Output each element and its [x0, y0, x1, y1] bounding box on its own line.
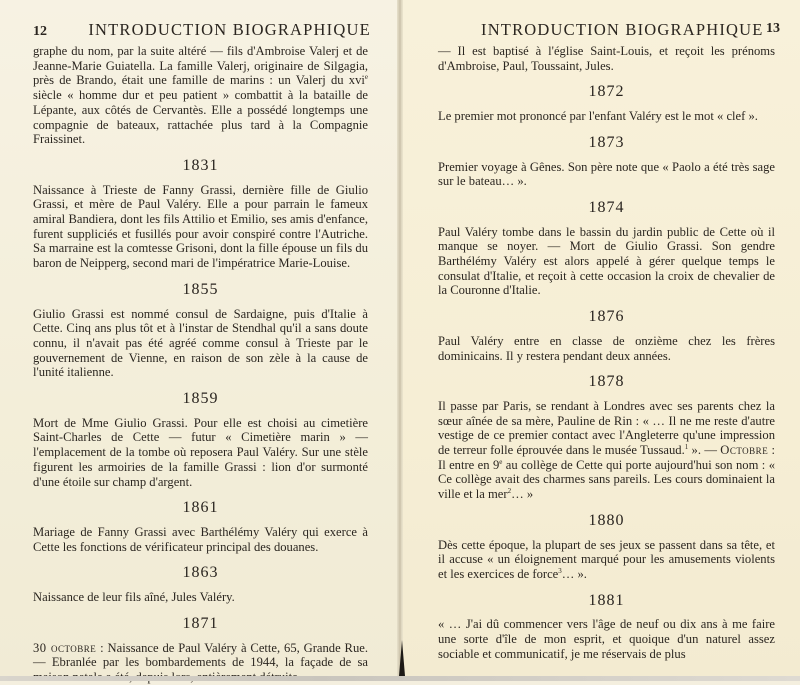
text-run: : Il entre en 9	[438, 443, 776, 472]
right-page	[401, 0, 800, 681]
year-heading: 1831	[182, 156, 219, 174]
footnote-ref: 3	[558, 566, 562, 575]
right-page-text	[438, 44, 775, 662]
entry-paragraph	[438, 538, 775, 582]
book-gutter	[397, 0, 403, 681]
left-page-text	[33, 44, 368, 685]
footnote-ref: 1	[684, 442, 689, 451]
text-run: … ».	[561, 566, 587, 581]
superscript: e	[499, 457, 503, 466]
entry-paragraph: « … J'ai dû commencer vers l'âge de neuf ou dix ans à me faire une sorte d'île de mon esprit, et quoique d'un naturel assez sociable et communicatif, je me réservais de plus	[438, 617, 775, 661]
text-run: au collège de Cette qui porte aujourd'hui son nom : « Ce collège avait des charmes sans pareils. Les cours dominaient la ville et la mer	[438, 457, 775, 502]
text-run: : Naissance de Paul Valéry à Cette, 65, Grande Rue. — Ebranlée par les bombardements de 1944, la façade de sa	[33, 640, 368, 670]
entry-paragraph: Naissance à Trieste de Fanny Grassi, dernière fille de Giulio Grassi, et mère de Paul Valéry. Elle a pour parrain le fameux amiral Bandiera, dont les fils Attilio et Emilio, ses amis d'enfance, furent suppliciés et fusillés pour avoir conspiré contre l'Autriche. Sa marraine est la comtesse Grisoni, dont la fille épouse un fils du baron de Neipperg, second mari de l'impératrice Marie-Louise.	[33, 182, 368, 271]
entry-paragraph: Le premier mot prononcé par l'enfant Valéry est le mot « clef ».	[438, 109, 758, 124]
date-smallcaps: 30 octobre	[33, 640, 97, 655]
opening-paragraph: — Il est baptisé à l'église Saint-Louis, et reçoit les prénoms d'Ambroise, Paul, Toussaint, Jules.	[438, 44, 775, 73]
text-run: graphe du nom, par la suite altéré — fils d'Ambroise Valerj et de Jeanne-Marie Guiatella. La famille Valerj, originaire de Silgagia, près de Brando, était une famille de marins : un Valerj du xvi	[33, 44, 368, 88]
date-smallcaps: Octobre	[720, 443, 769, 458]
year-heading: 1873	[588, 133, 625, 151]
left-page	[0, 0, 399, 681]
entry-paragraph: Giulio Grassi est nommé consul de Sardaigne, puis d'Italie à Cette. Cinq ans plus tôt et à l'instar de Stendhal qu'il a sans doute connu, il n'avait pas été agréé comme consul à Trieste par le gouvernement de Vienne, en raison de son zèle à la cause de l'unité italienne.	[33, 306, 368, 380]
page-number: 12	[33, 24, 47, 39]
year-heading: 1863	[182, 564, 219, 582]
footnote-ref: 2	[507, 486, 512, 495]
left-running-header	[33, 20, 375, 40]
opening-paragraph	[33, 44, 368, 147]
entry-paragraph	[438, 399, 775, 502]
year-heading: 1876	[588, 308, 625, 326]
superscript: e	[364, 73, 368, 82]
text-run: … »	[511, 487, 534, 502]
entry-paragraph: Paul Valéry tombe dans le bassin du jardin public de Cette où il manque se noyer. — Mort de Giulio Grassi. Son gendre Barthélémy Valéry est alors appelé à gérer quelque temps le consulat d'Italie, et reçoit à cette occasion la croix de chevalier de la Couronne d'Italie.	[438, 224, 775, 298]
binding-shadow	[399, 640, 405, 676]
entry-paragraph: Mort de Mme Giulio Grassi. Pour elle est choisi au cimetière Saint-Charles de Cette — futur « Cimetière marin » — l'emplacement de la tombe où reposera Paul Valéry. Sur une stèle figurent les armoiries de la famille Grassi : lion d'or surmonté d'une étoile sur champ d'argent.	[33, 415, 368, 489]
year-heading: 1855	[182, 280, 219, 298]
text-run: ». —	[688, 443, 721, 458]
year-heading: 1880	[588, 511, 625, 529]
text-run: Il passe par Paris, se rendant à Londres avec ses parents chez la sœur aînée de sa mère, Pauline de Rin : « … Il ne me reste d'autre vestige de ce premier contact avec l'Angleterre qu'une impression de terreur folle éprouvée dans le musée Tussaud.	[438, 398, 775, 458]
text-run: Dès cette époque, la plupart de ses jeux se passent dans sa tête, et il accuse « un éloignement marqué pour les amusements violents et les exercices de force	[438, 537, 775, 581]
year-heading: 1871	[182, 614, 219, 632]
entry-paragraph: Mariage de Fanny Grassi avec Barthélémy Valéry qui exerce à Cette les fonctions de vérificateur principal des douanes.	[33, 524, 368, 554]
year-heading: 1861	[182, 499, 219, 517]
year-heading: 1878	[588, 373, 625, 391]
year-heading: 1859	[182, 390, 219, 408]
year-heading: 1872	[588, 83, 625, 101]
running-title: INTRODUCTION BIOGRAPHIQUE	[481, 20, 764, 39]
entry-paragraph: Paul Valéry entre en classe de onzième chez les frères dominicains. Il y restera pendant deux années.	[438, 333, 775, 363]
year-heading: 1874	[588, 198, 625, 216]
page-number: 13	[766, 21, 780, 36]
entry-paragraph: Naissance de leur fils aîné, Jules Valéry.	[33, 590, 235, 605]
page-edge	[0, 676, 800, 681]
right-running-header	[481, 20, 780, 40]
running-title: INTRODUCTION BIOGRAPHIQUE	[88, 20, 371, 39]
entry-paragraph: Premier voyage à Gênes. Son père note que « Paolo a été très sage sur le bateau… ».	[438, 159, 775, 189]
text-run: siècle « homme dur et peu patient » combattit à la bataille de Lépante, aux côtés de Cervantès. Elle a possédé longtemps une compagnie de bateaux, rattachée plus tard à la Compagnie Fraissinet.	[33, 88, 368, 147]
year-heading: 1881	[588, 591, 625, 609]
